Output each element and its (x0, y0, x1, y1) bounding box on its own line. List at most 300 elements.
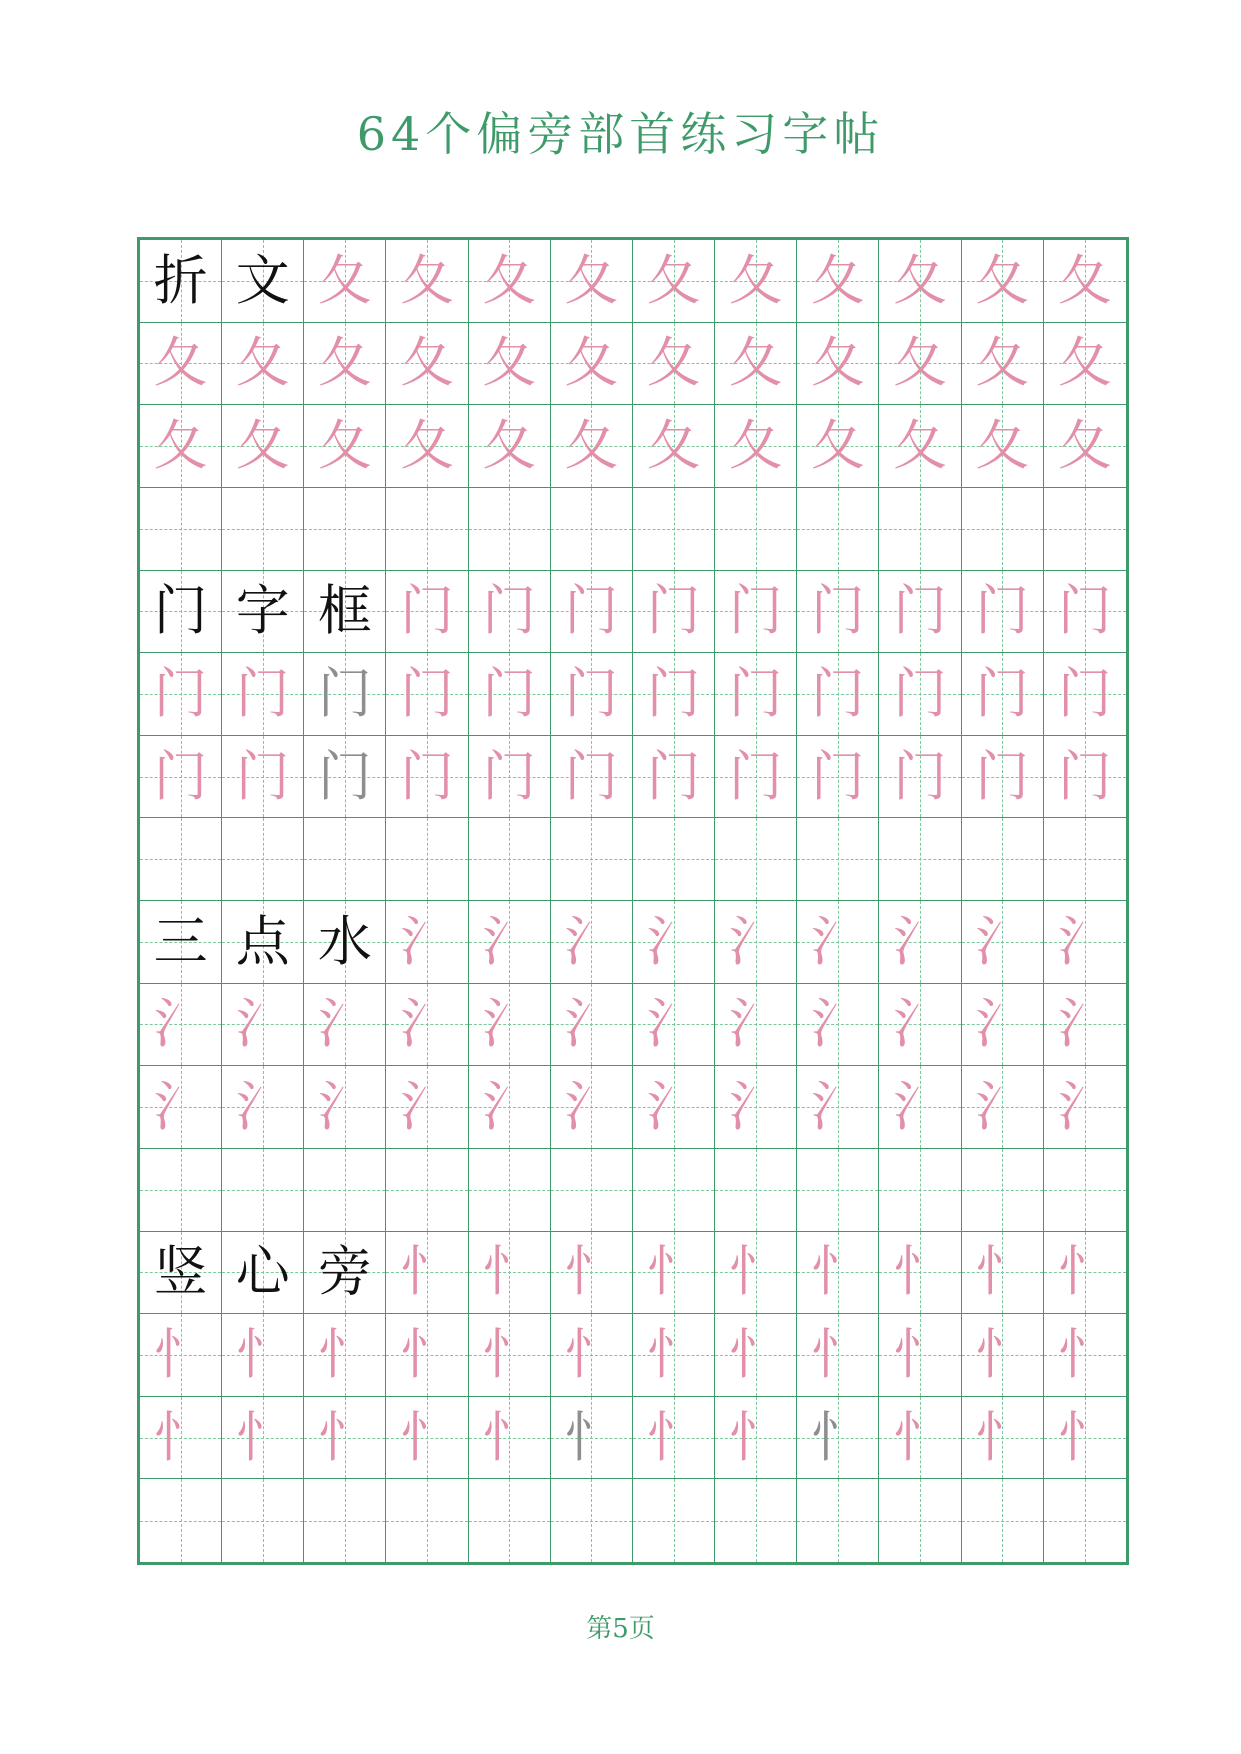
grid-cell (222, 1314, 304, 1397)
grid-cell (633, 1397, 715, 1480)
trace-radical: 夂 (1057, 248, 1112, 312)
grid-cell (469, 488, 551, 571)
trace-radical: 夂 (400, 331, 455, 395)
trace-radical: 门 (564, 744, 619, 808)
grid-cell (386, 1066, 468, 1149)
trace-radical: 忄 (564, 1240, 619, 1304)
grid-cell (715, 1479, 797, 1562)
trace-radical: 夂 (235, 414, 290, 478)
grid-cell (633, 1314, 715, 1397)
trace-radical: 氵 (893, 909, 948, 973)
trace-radical: 门 (810, 744, 865, 808)
grid-cell (140, 1479, 222, 1562)
grid-cell (140, 901, 222, 984)
trace-radical: 夂 (317, 248, 372, 312)
trace-radical: 门 (400, 661, 455, 725)
trace-radical: 门 (975, 579, 1030, 643)
grid-cell (469, 323, 551, 406)
trace-radical: 氵 (810, 992, 865, 1056)
page-title: 64个偏旁部首练习字帖 (356, 107, 885, 161)
grid-cell (962, 901, 1044, 984)
grid-cell (715, 405, 797, 488)
trace-radical: 忄 (564, 1322, 619, 1386)
trace-radical: 门 (1057, 744, 1112, 808)
grid-cell (551, 818, 633, 901)
grid-cell (962, 1479, 1044, 1562)
grid-cell (140, 323, 222, 406)
grid-cell (551, 1314, 633, 1397)
trace-radical: 夂 (482, 248, 537, 312)
trace-radical: 忄 (235, 1405, 290, 1469)
trace-radical: 夂 (482, 414, 537, 478)
grid-cell (386, 984, 468, 1067)
grid-cell (304, 240, 386, 323)
grid-cell (469, 1232, 551, 1315)
grid-cell (140, 405, 222, 488)
grid-cell (304, 818, 386, 901)
grid-cell (715, 1066, 797, 1149)
trace-radical: 夂 (564, 414, 619, 478)
grid-cell (715, 653, 797, 736)
trace-radical: 氵 (564, 992, 619, 1056)
grid-cell (304, 1149, 386, 1232)
trace-radical: 氵 (1057, 992, 1112, 1056)
section-label-char: 心 (235, 1240, 290, 1304)
grid-cell (551, 736, 633, 819)
grid-cell (962, 736, 1044, 819)
grid-cell (962, 653, 1044, 736)
trace-radical: 夂 (810, 414, 865, 478)
trace-radical: 忄 (482, 1240, 537, 1304)
trace-radical: 门 (1057, 661, 1112, 725)
trace-radical: 门 (482, 744, 537, 808)
trace-radical: 门 (893, 579, 948, 643)
grid-cell (1044, 1149, 1126, 1232)
grid-cell (386, 901, 468, 984)
trace-radical: 门 (564, 579, 619, 643)
trace-radical: 氵 (400, 909, 455, 973)
grid-cell (879, 1314, 961, 1397)
trace-radical: 夂 (400, 248, 455, 312)
trace-radical: 夂 (728, 248, 783, 312)
trace-radical: 氵 (317, 992, 372, 1056)
grid-cell (222, 1066, 304, 1149)
grid-cell (797, 1397, 879, 1480)
grid-cell (304, 736, 386, 819)
trace-radical: 夂 (235, 331, 290, 395)
grid-cell (304, 984, 386, 1067)
trace-radical: 氵 (400, 992, 455, 1056)
section-label-char: 折 (153, 248, 208, 312)
grid-cell (222, 653, 304, 736)
grid-cell (1044, 488, 1126, 571)
grid-cell (386, 736, 468, 819)
grid-cell (551, 240, 633, 323)
grid-cell (551, 1397, 633, 1480)
grid-cell (304, 901, 386, 984)
trace-radical: 氵 (893, 992, 948, 1056)
grid-cell (386, 1397, 468, 1480)
grid-cell (879, 1397, 961, 1480)
grid-cell (551, 323, 633, 406)
grid-cell (962, 1397, 1044, 1480)
grid-cell (1044, 1397, 1126, 1480)
trace-radical: 忄 (400, 1240, 455, 1304)
grid-cell (797, 818, 879, 901)
section-label-char: 水 (317, 909, 372, 973)
grid-cell (633, 653, 715, 736)
grid-cell (715, 901, 797, 984)
grid-cell (222, 488, 304, 571)
grid-cell (304, 1314, 386, 1397)
trace-radical: 门 (482, 661, 537, 725)
grid-cell (797, 488, 879, 571)
trace-radical: 氵 (153, 1075, 208, 1139)
trace-radical: 氵 (646, 909, 701, 973)
trace-radical: 门 (564, 661, 619, 725)
practice-grid (137, 237, 1129, 1565)
grid-cell (633, 405, 715, 488)
grid-cell (140, 1066, 222, 1149)
grid-cell (715, 488, 797, 571)
grid-cell (386, 240, 468, 323)
trace-radical: 氵 (482, 992, 537, 1056)
grid-cell (551, 571, 633, 654)
grid-cell (386, 1232, 468, 1315)
grid-cell (140, 1314, 222, 1397)
trace-radical: 门 (893, 744, 948, 808)
grid-cell (386, 818, 468, 901)
trace-radical: 夂 (646, 414, 701, 478)
section-label-char: 文 (235, 248, 290, 312)
grid-cell (797, 571, 879, 654)
grid-cell (222, 1149, 304, 1232)
grid-cell (1044, 653, 1126, 736)
grid-cell (304, 1232, 386, 1315)
grid-cell (386, 1314, 468, 1397)
grid-cell (1044, 1479, 1126, 1562)
trace-radical: 忄 (564, 1405, 619, 1469)
trace-radical: 氵 (153, 992, 208, 1056)
grid-cell (386, 571, 468, 654)
trace-radical: 门 (153, 661, 208, 725)
grid-cell (469, 1479, 551, 1562)
trace-radical: 门 (975, 744, 1030, 808)
trace-radical: 门 (646, 579, 701, 643)
section-label-char: 竖 (153, 1240, 208, 1304)
trace-radical: 夂 (1057, 414, 1112, 478)
grid-cell (797, 240, 879, 323)
trace-radical: 氵 (810, 909, 865, 973)
trace-radical: 夂 (893, 248, 948, 312)
trace-radical: 忄 (317, 1322, 372, 1386)
grid-cell (633, 323, 715, 406)
section-label-char: 旁 (317, 1240, 372, 1304)
grid-cell (551, 488, 633, 571)
grid-cell (469, 653, 551, 736)
grid-cell (715, 1397, 797, 1480)
trace-radical: 忄 (728, 1240, 783, 1304)
grid-cell (715, 1314, 797, 1397)
grid-cell (551, 405, 633, 488)
grid-cell (469, 984, 551, 1067)
trace-radical: 忄 (893, 1240, 948, 1304)
trace-radical: 氵 (317, 1075, 372, 1139)
grid-cell (304, 1479, 386, 1562)
trace-radical: 夂 (975, 331, 1030, 395)
trace-radical: 夂 (400, 414, 455, 478)
grid-cell (797, 901, 879, 984)
grid-cell (962, 984, 1044, 1067)
grid-cell (140, 1149, 222, 1232)
grid-cell (715, 323, 797, 406)
grid-cell (551, 1066, 633, 1149)
grid-cell (469, 571, 551, 654)
grid-cell (879, 1479, 961, 1562)
grid-cell (469, 405, 551, 488)
grid-cell (1044, 1066, 1126, 1149)
grid-cell (469, 1314, 551, 1397)
grid-cell (1044, 1232, 1126, 1315)
section-label-char: 门 (153, 579, 208, 643)
grid-cell (962, 488, 1044, 571)
trace-radical: 夂 (975, 414, 1030, 478)
trace-radical: 忄 (646, 1322, 701, 1386)
trace-radical: 夂 (893, 414, 948, 478)
trace-radical: 氵 (235, 1075, 290, 1139)
grid-cell (304, 1397, 386, 1480)
trace-radical: 氵 (564, 1075, 619, 1139)
trace-radical: 夂 (317, 331, 372, 395)
trace-radical: 夂 (153, 414, 208, 478)
grid-cell (715, 1149, 797, 1232)
trace-radical: 氵 (482, 909, 537, 973)
grid-cell (879, 901, 961, 984)
grid-cell (386, 323, 468, 406)
grid-cell (633, 571, 715, 654)
trace-radical: 门 (317, 661, 372, 725)
section-label-char: 字 (235, 579, 290, 643)
grid-cell (1044, 1314, 1126, 1397)
trace-radical: 夂 (153, 331, 208, 395)
trace-radical: 氵 (646, 992, 701, 1056)
grid-cell (386, 405, 468, 488)
trace-radical: 忄 (153, 1405, 208, 1469)
grid-cell (140, 653, 222, 736)
grid-cell (1044, 240, 1126, 323)
grid-cell (222, 1232, 304, 1315)
grid-cell (222, 571, 304, 654)
grid-cell (797, 736, 879, 819)
trace-radical: 氵 (975, 1075, 1030, 1139)
trace-radical: 门 (400, 744, 455, 808)
grid-cell (469, 736, 551, 819)
grid-cell (715, 240, 797, 323)
grid-cell (140, 240, 222, 323)
trace-radical: 夂 (728, 414, 783, 478)
grid-cell (879, 240, 961, 323)
grid-cell (386, 653, 468, 736)
grid-cell (469, 240, 551, 323)
trace-radical: 氵 (728, 909, 783, 973)
grid-cell (386, 1149, 468, 1232)
grid-cell (879, 1149, 961, 1232)
trace-radical: 氵 (893, 1075, 948, 1139)
trace-radical: 夂 (893, 331, 948, 395)
grid-cell (222, 736, 304, 819)
grid-cell (879, 818, 961, 901)
grid-cell (715, 1232, 797, 1315)
grid-cell (1044, 818, 1126, 901)
grid-cell (879, 1066, 961, 1149)
trace-radical: 夂 (564, 331, 619, 395)
grid-cell (962, 1066, 1044, 1149)
grid-cell (140, 818, 222, 901)
trace-radical: 夂 (646, 331, 701, 395)
grid-cell (797, 1066, 879, 1149)
trace-radical: 夂 (975, 248, 1030, 312)
trace-radical: 门 (1057, 579, 1112, 643)
grid-cell (222, 984, 304, 1067)
grid-cell (962, 323, 1044, 406)
grid-cell (222, 323, 304, 406)
trace-radical: 忄 (975, 1405, 1030, 1469)
grid-cell (797, 1479, 879, 1562)
trace-radical: 氵 (975, 992, 1030, 1056)
trace-radical: 忄 (810, 1405, 865, 1469)
grid-cell (222, 405, 304, 488)
grid-cell (1044, 323, 1126, 406)
grid-cell (633, 984, 715, 1067)
grid-cell (879, 488, 961, 571)
trace-radical: 门 (810, 661, 865, 725)
trace-radical: 门 (893, 661, 948, 725)
grid-cell (879, 736, 961, 819)
trace-radical: 夂 (1057, 331, 1112, 395)
grid-cell (962, 240, 1044, 323)
trace-radical: 门 (646, 744, 701, 808)
grid-cell (962, 818, 1044, 901)
trace-radical: 夂 (482, 331, 537, 395)
trace-radical: 门 (317, 744, 372, 808)
grid-cell (797, 1232, 879, 1315)
grid-cell (715, 736, 797, 819)
grid-cell (222, 240, 304, 323)
grid-cell (797, 1149, 879, 1232)
grid-cell (1044, 736, 1126, 819)
grid-cell (222, 1479, 304, 1562)
grid-cell (879, 1232, 961, 1315)
grid-cell (633, 1066, 715, 1149)
trace-radical: 夂 (810, 248, 865, 312)
trace-radical: 门 (728, 744, 783, 808)
trace-radical: 忄 (482, 1322, 537, 1386)
grid-cell (140, 1232, 222, 1315)
trace-radical: 忄 (893, 1322, 948, 1386)
trace-radical: 忄 (893, 1405, 948, 1469)
trace-radical: 忄 (728, 1322, 783, 1386)
trace-radical: 忄 (728, 1405, 783, 1469)
trace-radical: 氵 (1057, 909, 1112, 973)
grid-cell (879, 323, 961, 406)
grid-cell (962, 405, 1044, 488)
trace-radical: 氵 (400, 1075, 455, 1139)
grid-cell (304, 488, 386, 571)
trace-radical: 氵 (810, 1075, 865, 1139)
grid-cell (140, 488, 222, 571)
grid-cell (962, 571, 1044, 654)
grid-cell (633, 736, 715, 819)
trace-radical: 门 (235, 744, 290, 808)
grid-cell (797, 653, 879, 736)
trace-radical: 夂 (810, 331, 865, 395)
grid-cell (469, 901, 551, 984)
trace-radical: 忄 (646, 1240, 701, 1304)
grid-cell (551, 1149, 633, 1232)
trace-radical: 忄 (400, 1405, 455, 1469)
trace-radical: 忄 (482, 1405, 537, 1469)
trace-radical: 忄 (646, 1405, 701, 1469)
trace-radical: 忄 (1057, 1240, 1112, 1304)
trace-radical: 夂 (564, 248, 619, 312)
grid-cell (551, 901, 633, 984)
grid-cell (962, 1314, 1044, 1397)
trace-radical: 氵 (728, 992, 783, 1056)
grid-cell (962, 1149, 1044, 1232)
trace-radical: 门 (235, 661, 290, 725)
grid-cell (797, 323, 879, 406)
grid-cell (304, 405, 386, 488)
grid-cell (304, 653, 386, 736)
trace-radical: 忄 (1057, 1322, 1112, 1386)
trace-radical: 门 (975, 661, 1030, 725)
trace-radical: 氵 (235, 992, 290, 1056)
grid-cell (386, 488, 468, 571)
grid-cell (715, 818, 797, 901)
trace-radical: 门 (153, 744, 208, 808)
grid-cell (222, 901, 304, 984)
grid-cell (962, 1232, 1044, 1315)
grid-cell (879, 984, 961, 1067)
trace-radical: 忄 (810, 1322, 865, 1386)
trace-radical: 氵 (728, 1075, 783, 1139)
grid-cell (633, 1232, 715, 1315)
trace-radical: 忄 (317, 1405, 372, 1469)
trace-radical: 门 (728, 661, 783, 725)
section-label-char: 点 (235, 909, 290, 973)
grid-cell (304, 571, 386, 654)
trace-radical: 门 (646, 661, 701, 725)
trace-radical: 夂 (728, 331, 783, 395)
trace-radical: 门 (810, 579, 865, 643)
grid-cell (715, 571, 797, 654)
section-label-char: 三 (153, 909, 208, 973)
grid-cell (304, 1066, 386, 1149)
trace-radical: 门 (482, 579, 537, 643)
grid-cell (1044, 984, 1126, 1067)
trace-radical: 忄 (810, 1240, 865, 1304)
grid-cell (633, 818, 715, 901)
trace-radical: 忄 (400, 1322, 455, 1386)
trace-radical: 忄 (235, 1322, 290, 1386)
grid-cell (797, 1314, 879, 1397)
grid-cell (551, 1479, 633, 1562)
grid-cell (140, 984, 222, 1067)
grid-cell (633, 488, 715, 571)
trace-radical: 氵 (1057, 1075, 1112, 1139)
grid-cell (140, 736, 222, 819)
grid-cell (879, 405, 961, 488)
